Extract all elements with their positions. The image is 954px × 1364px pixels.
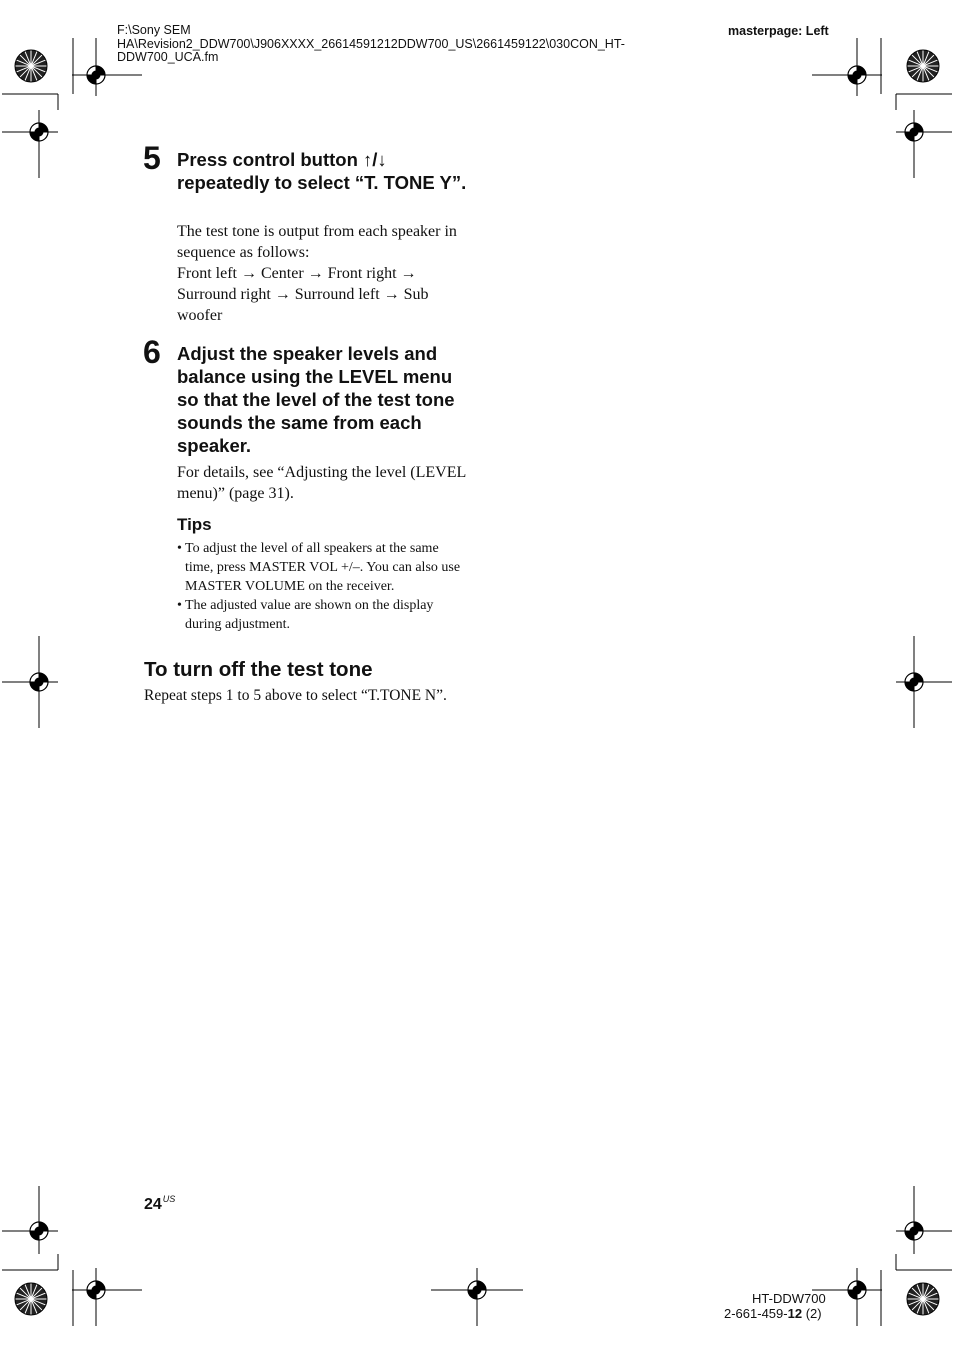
footer-code-prefix: 2-661-459-	[724, 1306, 788, 1321]
footer-model: HT-DDW700	[752, 1291, 826, 1306]
page-number-suffix: US	[162, 1194, 176, 1204]
step-5-heading	[177, 148, 467, 194]
bullet-icon: •	[177, 598, 182, 613]
right-arrow-icon: →	[307, 265, 324, 282]
seq-front-left: Front left	[177, 265, 237, 282]
up-down-arrow-icons: ↑/↓	[363, 149, 387, 170]
seq-front-right: Front right	[327, 265, 397, 282]
section-body: Repeat steps 1 to 5 above to select “T.TONE N”.	[144, 687, 447, 704]
header-path-line-1: F:\Sony SEM	[117, 23, 191, 37]
step-6-number: 6	[143, 334, 161, 370]
header-path-line-3: DDW700_UCA.fm	[117, 50, 219, 64]
tip-item-text: To adjust the level of all speakers at the same time, press MASTER VOL +/–. You can also use MASTER VOLUME on the receiver.	[185, 541, 461, 594]
header-file-path	[117, 24, 677, 65]
tip-item	[177, 596, 469, 634]
right-arrow-icon: →	[241, 265, 257, 282]
speaker-sequence	[177, 263, 467, 326]
seq-sub-woofer: Sub woofer	[177, 286, 429, 324]
right-arrow-icon: →	[274, 286, 291, 303]
step-5-number: 5	[143, 140, 161, 176]
seq-center: Center	[261, 265, 304, 282]
seq-surround-left: Surround left	[294, 286, 380, 303]
section-title: To turn off the test tone	[144, 658, 373, 681]
footer-model-info	[724, 1291, 826, 1321]
tips-list	[177, 539, 469, 634]
step-6-heading: Adjust the speaker levels and balance using the LEVEL menu so that the level of the test tone sounds the same from each speaker.	[177, 343, 455, 456]
page-number	[144, 1196, 175, 1214]
header-path-line-2: HA\Revision2_DDW700\J906XXXX_26614591212DDW700_US\2661459122\030CON_HT-	[117, 36, 625, 51]
seq-surround-right: Surround right	[177, 286, 271, 303]
tip-item	[177, 539, 469, 596]
right-arrow-icon: →	[383, 286, 400, 303]
bullet-icon: •	[177, 541, 182, 556]
footer-code-bold: 12	[787, 1306, 803, 1321]
footer-code	[724, 1306, 826, 1321]
right-arrow-icon: →	[400, 265, 417, 282]
tips-box	[177, 515, 469, 634]
tip-item-text: The adjusted value are shown on the display during adjustment.	[185, 598, 434, 632]
step-5-heading-text-2: repeatedly to select “T. TONE Y”.	[177, 172, 467, 193]
footer-code-suffix: (2)	[802, 1306, 822, 1321]
step-5-body	[177, 221, 467, 326]
tips-title: Tips	[177, 515, 212, 534]
step-5-heading-text-1: Press control button	[177, 149, 364, 170]
step-6-body: For details, see “Adjusting the level (LEVEL menu)” (page 31).	[177, 464, 466, 502]
step-5-intro: The test tone is output from each speaker in sequence as follows:	[177, 223, 457, 261]
page-number-value: 24	[144, 1196, 162, 1213]
header-masterpage: masterpage: Left	[728, 24, 829, 38]
